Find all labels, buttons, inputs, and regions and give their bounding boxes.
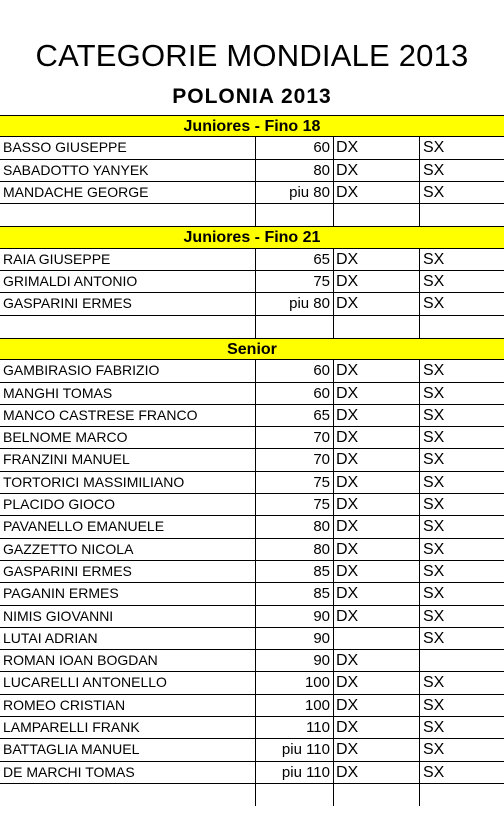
- right-arm-cell[interactable]: DX: [334, 516, 420, 537]
- left-arm-cell[interactable]: SX: [423, 451, 445, 469]
- weight-category-cell[interactable]: 70: [256, 427, 334, 448]
- right-arm-cell[interactable]: DX: [334, 137, 420, 158]
- section-header: [0, 338, 504, 360]
- empty-cell[interactable]: [0, 784, 256, 806]
- table-row: [0, 606, 504, 628]
- athlete-name-cell[interactable]: NIMIS GIOVANNI: [0, 606, 256, 627]
- weight-category-cell[interactable]: 100: [256, 672, 334, 693]
- weight-category-cell[interactable]: piu 110: [256, 739, 334, 760]
- left-arm-cell[interactable]: SX: [423, 763, 445, 781]
- left-arm-cell[interactable]: SX: [423, 674, 445, 692]
- empty-row: [0, 316, 504, 338]
- weight-category-cell[interactable]: 110: [256, 717, 334, 738]
- empty-cell[interactable]: [256, 316, 334, 338]
- athlete-name-cell[interactable]: TORTORICI MASSIMILIANO: [0, 472, 256, 493]
- table-row: [0, 137, 504, 159]
- left-arm-cell[interactable]: SX: [423, 607, 445, 625]
- table-row: [0, 472, 504, 494]
- left-arm-cell[interactable]: SX: [423, 139, 445, 157]
- athlete-name-cell[interactable]: GRIMALDI ANTONIO: [0, 271, 256, 292]
- empty-cell[interactable]: [420, 784, 504, 806]
- athlete-name-cell[interactable]: PLACIDO GIOCO: [0, 494, 256, 515]
- weight-category-cell[interactable]: 60: [256, 383, 334, 404]
- right-arm-cell[interactable]: DX: [334, 449, 420, 470]
- table-row: [0, 427, 504, 449]
- left-arm-cell[interactable]: SX: [423, 295, 445, 313]
- table-row: [0, 539, 504, 561]
- weight-category-cell[interactable]: 85: [256, 561, 334, 582]
- athlete-name-cell[interactable]: FRANZINI MANUEL: [0, 449, 256, 470]
- athlete-name-cell[interactable]: BELNOME MARCO: [0, 427, 256, 448]
- empty-cell[interactable]: [420, 204, 504, 226]
- left-arm-cell[interactable]: SX: [423, 473, 445, 491]
- left-arm-cell[interactable]: SX: [423, 161, 445, 179]
- left-arm-cell[interactable]: SX: [423, 540, 445, 558]
- weight-category-cell[interactable]: 80: [256, 516, 334, 537]
- athlete-name-cell[interactable]: GASPARINI ERMES: [0, 293, 256, 314]
- table-row: [0, 672, 504, 694]
- weight-category-cell[interactable]: 75: [256, 472, 334, 493]
- empty-row: [0, 784, 504, 806]
- left-arm-cell[interactable]: SX: [423, 629, 445, 647]
- weight-category-cell[interactable]: 90: [256, 650, 334, 671]
- empty-cell[interactable]: [256, 784, 334, 806]
- athlete-name-cell[interactable]: GAMBIRASIO FABRIZIO: [0, 360, 256, 381]
- page-title: CATEGORIE MONDIALE 2013: [35, 38, 469, 73]
- page-subtitle: POLONIA 2013: [172, 85, 332, 108]
- right-arm-cell[interactable]: DX: [334, 427, 420, 448]
- left-arm-cell[interactable]: SX: [423, 429, 445, 447]
- weight-category-cell[interactable]: 80: [256, 160, 334, 181]
- empty-row: [0, 204, 504, 226]
- empty-cell[interactable]: [334, 204, 420, 226]
- weight-category-cell[interactable]: 90: [256, 606, 334, 627]
- athlete-name-cell[interactable]: ROMAN IOAN BOGDAN: [0, 650, 256, 671]
- weight-category-cell[interactable]: 75: [256, 271, 334, 292]
- empty-cell[interactable]: [334, 316, 420, 338]
- athlete-name-cell[interactable]: MANDACHE GEORGE: [0, 182, 256, 203]
- right-arm-cell[interactable]: DX: [334, 606, 420, 627]
- left-arm-cell[interactable]: [420, 650, 504, 671]
- right-arm-cell[interactable]: DX: [334, 405, 420, 426]
- section-header-label: Juniores - Fino 18: [183, 118, 321, 135]
- empty-cell[interactable]: [0, 204, 256, 226]
- empty-cell[interactable]: [256, 204, 334, 226]
- weight-category-cell[interactable]: piu 80: [256, 293, 334, 314]
- athlete-name-cell[interactable]: RAIA GIUSEPPE: [0, 249, 256, 270]
- left-arm-cell[interactable]: SX: [423, 273, 445, 291]
- athlete-name-cell[interactable]: PAGANIN ERMES: [0, 583, 256, 604]
- right-arm-cell[interactable]: DX: [334, 717, 420, 738]
- section-header: [0, 226, 504, 248]
- table-row: [0, 405, 504, 427]
- table-row: [0, 561, 504, 583]
- table-row: [0, 762, 504, 784]
- right-arm-cell[interactable]: DX: [334, 182, 420, 203]
- weight-category-cell[interactable]: 60: [256, 137, 334, 158]
- weight-category-cell[interactable]: 60: [256, 360, 334, 381]
- table-row: [0, 182, 504, 204]
- table-row: [0, 383, 504, 405]
- left-arm-cell[interactable]: SX: [423, 562, 445, 580]
- table-row: [0, 494, 504, 516]
- spreadsheet-table: [0, 115, 504, 806]
- right-arm-cell[interactable]: DX: [334, 360, 420, 381]
- table-row: [0, 249, 504, 271]
- right-arm-cell[interactable]: DX: [334, 739, 420, 760]
- weight-category-cell[interactable]: piu 80: [256, 182, 334, 203]
- right-arm-cell[interactable]: DX: [334, 383, 420, 404]
- empty-cell[interactable]: [420, 316, 504, 338]
- right-arm-cell[interactable]: DX: [334, 160, 420, 181]
- table-row: [0, 583, 504, 605]
- weight-category-cell[interactable]: 100: [256, 695, 334, 716]
- athlete-name-cell[interactable]: ROMEO CRISTIAN: [0, 695, 256, 716]
- right-arm-cell[interactable]: DX: [334, 650, 420, 671]
- athlete-name-cell[interactable]: BASSO GIUSEPPE: [0, 137, 256, 158]
- weight-category-cell[interactable]: 70: [256, 449, 334, 470]
- left-arm-cell[interactable]: SX: [423, 696, 445, 714]
- table-row: [0, 360, 504, 382]
- table-row: [0, 271, 504, 293]
- left-arm-cell[interactable]: SX: [423, 496, 445, 514]
- left-arm-cell[interactable]: SX: [423, 406, 445, 424]
- right-arm-cell[interactable]: DX: [334, 672, 420, 693]
- left-arm-cell[interactable]: SX: [423, 585, 445, 603]
- weight-category-cell[interactable]: 65: [256, 249, 334, 270]
- table-row: [0, 695, 504, 717]
- weight-category-cell[interactable]: 90: [256, 628, 334, 649]
- athlete-name-cell[interactable]: BATTAGLIA MANUEL: [0, 739, 256, 760]
- section-header: [0, 115, 504, 137]
- weight-category-cell[interactable]: 80: [256, 539, 334, 560]
- weight-category-cell[interactable]: 85: [256, 583, 334, 604]
- table-row: [0, 628, 504, 650]
- left-arm-cell[interactable]: SX: [423, 719, 445, 737]
- right-arm-cell[interactable]: DX: [334, 293, 420, 314]
- right-arm-cell[interactable]: [334, 628, 420, 649]
- athlete-name-cell[interactable]: LUTAI ADRIAN: [0, 628, 256, 649]
- table-row: [0, 160, 504, 182]
- table-row: [0, 516, 504, 538]
- athlete-name-cell[interactable]: SABADOTTO YANYEK: [0, 160, 256, 181]
- right-arm-cell[interactable]: DX: [334, 695, 420, 716]
- left-arm-cell[interactable]: SX: [423, 518, 445, 536]
- empty-cell[interactable]: [334, 784, 420, 806]
- left-arm-cell[interactable]: SX: [423, 183, 445, 201]
- right-arm-cell[interactable]: DX: [334, 583, 420, 604]
- right-arm-cell[interactable]: DX: [334, 494, 420, 515]
- left-arm-cell[interactable]: SX: [423, 362, 445, 380]
- athlete-name-cell[interactable]: GASPARINI ERMES: [0, 561, 256, 582]
- table-row: [0, 293, 504, 315]
- right-arm-cell[interactable]: DX: [334, 539, 420, 560]
- athlete-name-cell[interactable]: LUCARELLI ANTONELLO: [0, 672, 256, 693]
- left-arm-cell[interactable]: SX: [423, 741, 445, 759]
- athlete-name-cell[interactable]: MANCO CASTRESE FRANCO: [0, 405, 256, 426]
- table-row: [0, 739, 504, 761]
- table-row: [0, 650, 504, 672]
- athlete-name-cell[interactable]: PAVANELLO EMANUELE: [0, 516, 256, 537]
- athlete-name-cell[interactable]: DE MARCHI TOMAS: [0, 762, 256, 783]
- section-header-label: Juniores - Fino 21: [183, 229, 321, 247]
- empty-cell[interactable]: [0, 316, 256, 338]
- right-arm-cell[interactable]: DX: [334, 561, 420, 582]
- athlete-name-cell[interactable]: MANGHI TOMAS: [0, 383, 256, 404]
- right-arm-cell[interactable]: DX: [334, 762, 420, 783]
- athlete-name-cell[interactable]: LAMPARELLI FRANK: [0, 717, 256, 738]
- right-arm-cell[interactable]: DX: [334, 472, 420, 493]
- left-arm-cell[interactable]: SX: [423, 250, 445, 268]
- weight-category-cell[interactable]: 65: [256, 405, 334, 426]
- section-header-label: Senior: [227, 340, 277, 358]
- table-row: [0, 449, 504, 471]
- table-row: [0, 717, 504, 739]
- weight-category-cell[interactable]: piu 110: [256, 762, 334, 783]
- weight-category-cell[interactable]: 75: [256, 494, 334, 515]
- athlete-name-cell[interactable]: GAZZETTO NICOLA: [0, 539, 256, 560]
- left-arm-cell[interactable]: SX: [423, 384, 445, 402]
- right-arm-cell[interactable]: DX: [334, 249, 420, 270]
- right-arm-cell[interactable]: DX: [334, 271, 420, 292]
